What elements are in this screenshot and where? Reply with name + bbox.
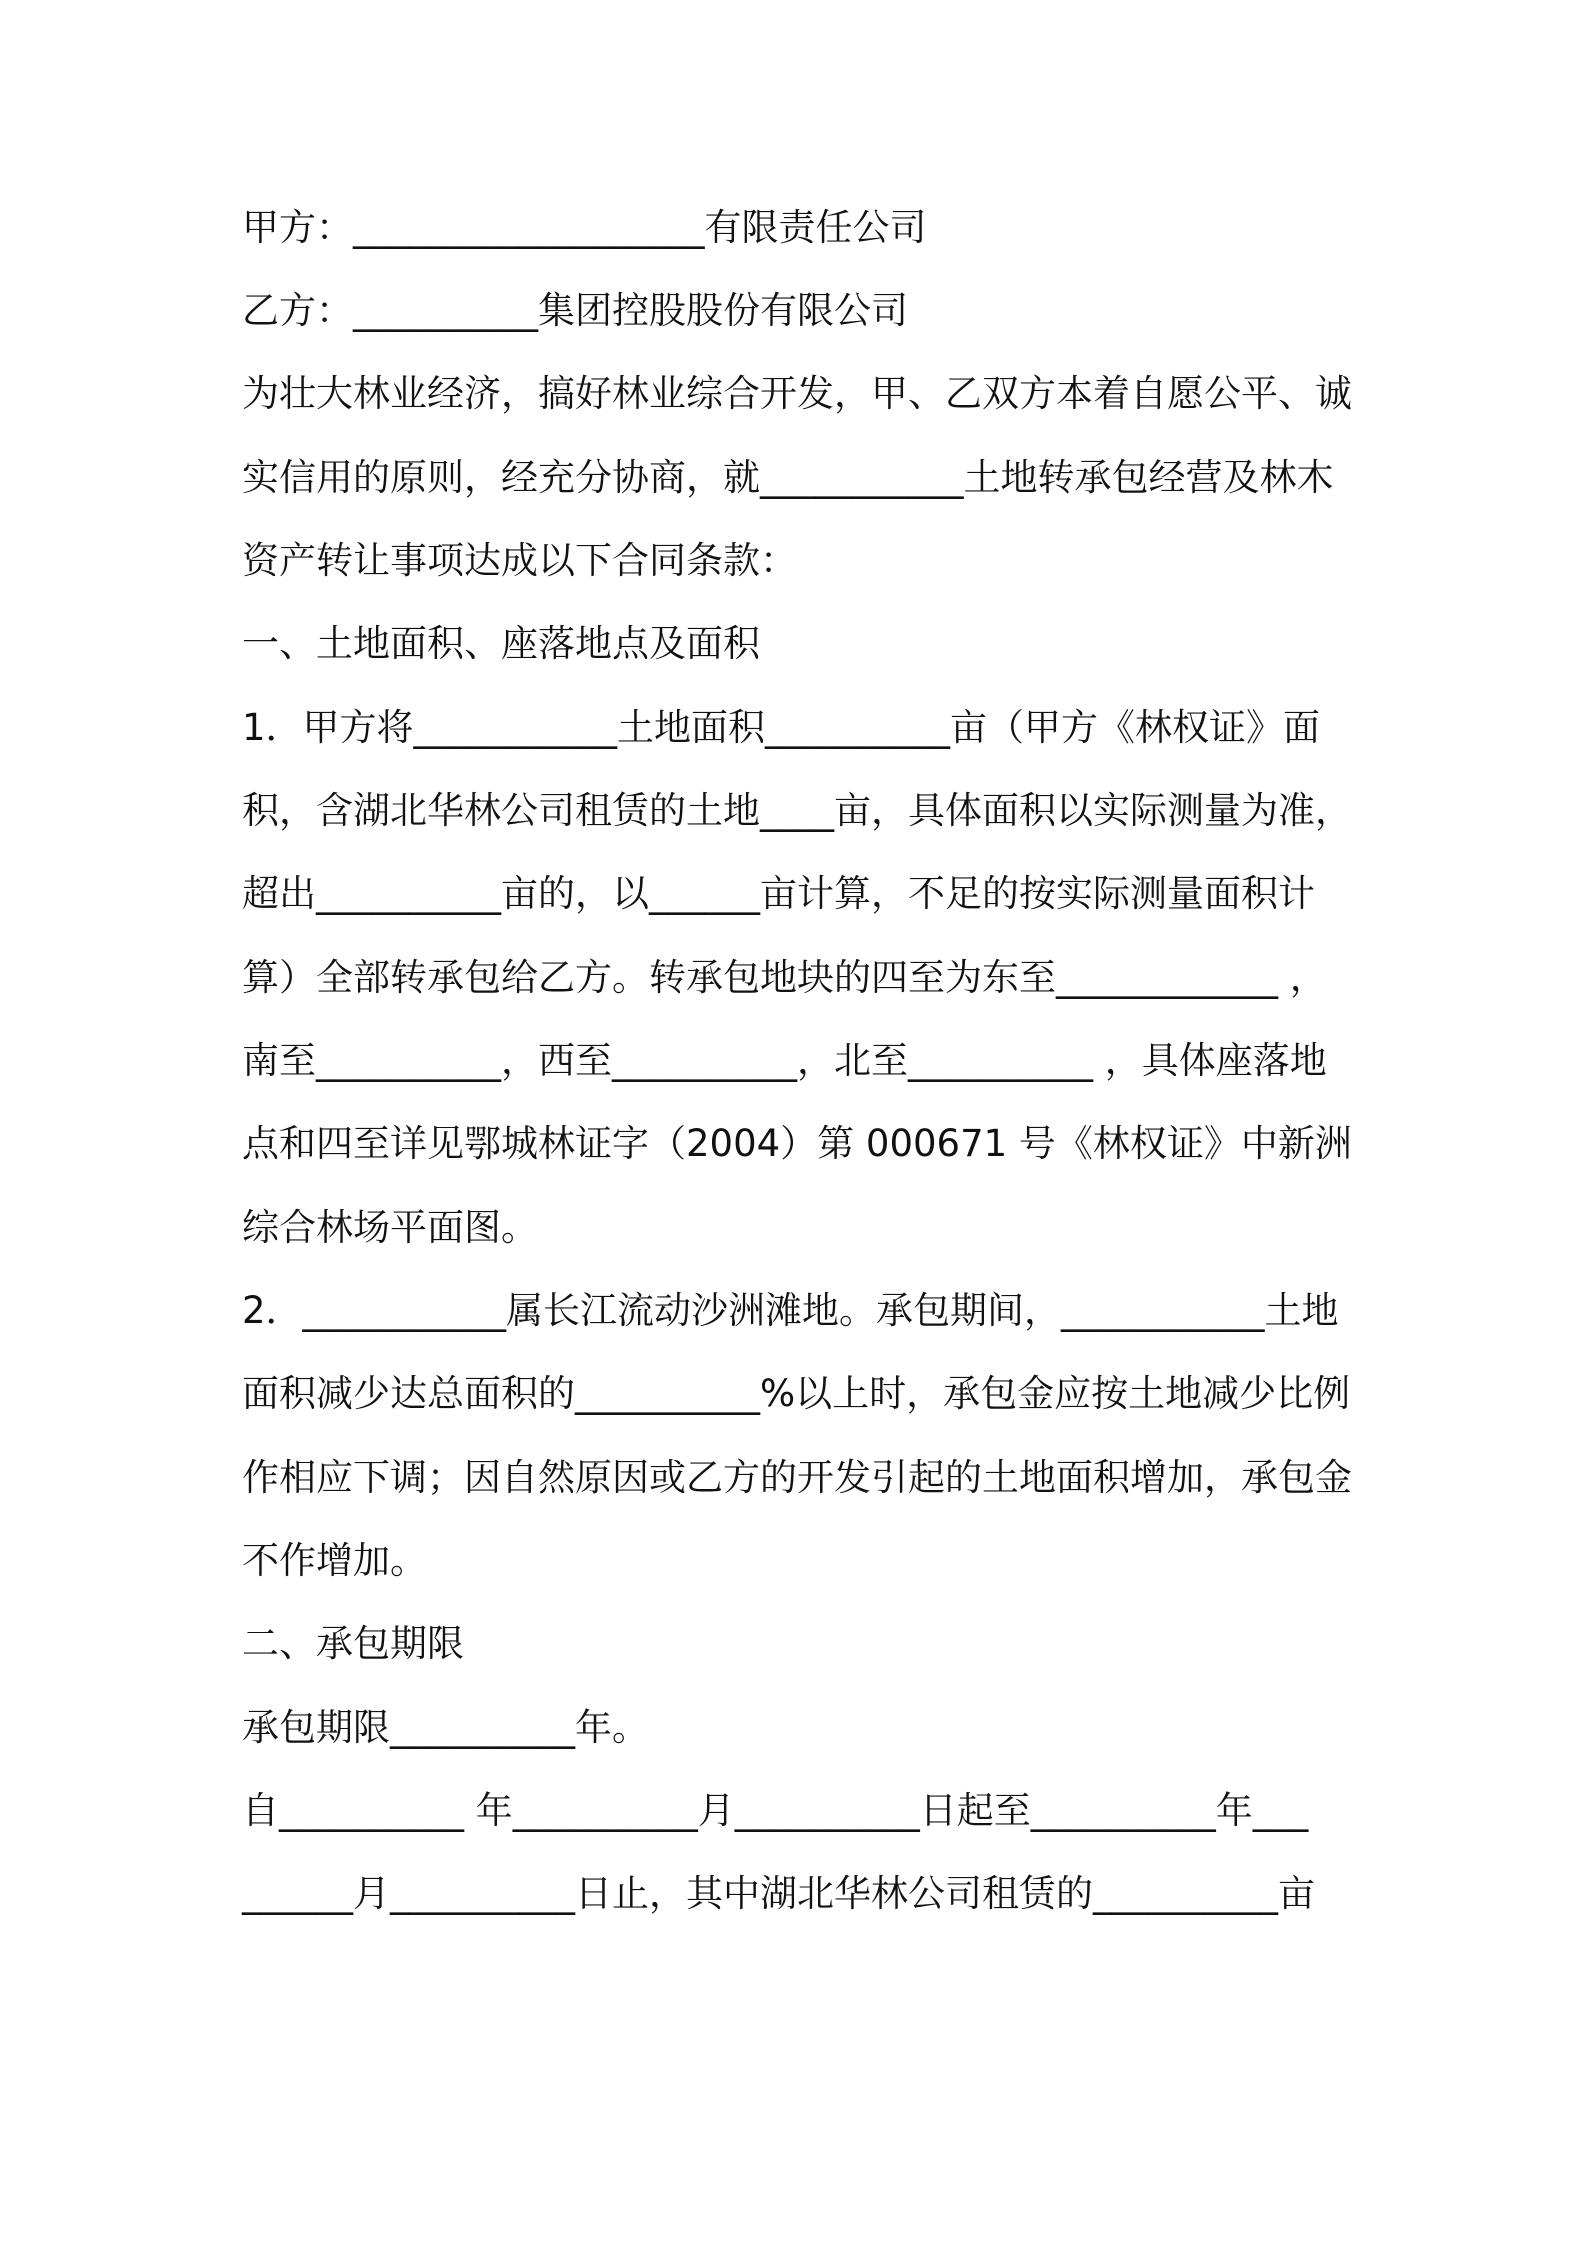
party-a-line: 甲方：___________________有限责任公司: [242, 206, 927, 249]
clause-2-line-3: 作相应下调；因自然原因或乙方的开发引起的土地面积增加，承包金: [242, 1456, 1352, 1499]
term-dates-line-2: ______月__________日止，其中湖北华林公司租赁的__________亩: [242, 1872, 1315, 1915]
clause-2-line-4: 不作增加。: [242, 1539, 427, 1582]
clause-1-line-4: 算）全部转承包给乙方。转承包地块的四至为东至____________ ，: [242, 956, 1327, 999]
party-b-line: 乙方：__________集团控股股份有限公司: [242, 289, 908, 332]
term-dates-line-1: 自__________ 年__________月__________日起至__________年___: [242, 1789, 1309, 1832]
clause-1-line-6: 点和四至详见鄂城林证字（2004）第 000671 号《林权证》中新洲: [242, 1122, 1352, 1165]
preamble-line-1: 为壮大林业经济，搞好林业综合开发，甲、乙双方本着自愿公平、诚: [242, 372, 1352, 415]
section-2-heading: 二、承包期限: [242, 1622, 464, 1665]
clause-2-line-1: 2．___________属长江流动沙洲滩地。承包期间，___________土地: [242, 1289, 1339, 1332]
section-1-heading: 一、土地面积、座落地点及面积: [242, 622, 760, 665]
preamble-line-3: 资产转让事项达成以下合同条款：: [242, 539, 797, 582]
preamble-line-2: 实信用的原则，经充分协商，就___________土地转承包经营及林木: [242, 456, 1334, 499]
clause-1-line-5: 南至__________，西至__________，北至__________ ，具体座落地: [242, 1039, 1327, 1082]
clause-1-line-2: 积，含湖北华林公司租赁的土地____亩，具体面积以实际测量为准，: [242, 789, 1352, 832]
term-years-line: 承包期限__________年。: [242, 1706, 649, 1749]
clause-2-line-2: 面积减少达总面积的__________%以上时，承包金应按土地减少比例: [242, 1372, 1351, 1415]
clause-1-line-7: 综合林场平面图。: [242, 1206, 538, 1249]
clause-1-line-3: 超出__________亩的，以______亩计算，不足的按实际测量面积计: [242, 872, 1315, 915]
clause-1-line-1: 1．甲方将___________土地面积__________亩（甲方《林权证》面: [242, 706, 1321, 749]
